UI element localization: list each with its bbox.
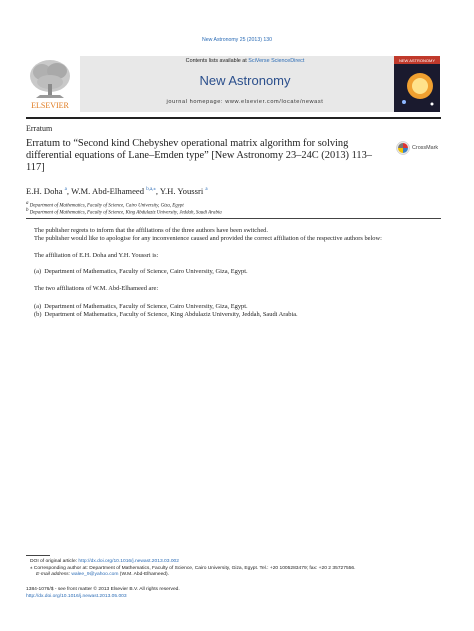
- author-name: W.M. Abd-Elhameed: [71, 186, 145, 196]
- issn-copyright-line: 1384-1076/$ - see front matter © 2013 Elsevier B.V. All rights reserved.: [26, 587, 180, 592]
- author-list: [26, 186, 208, 196]
- svg-text:NEW ASTRONOMY: NEW ASTRONOMY: [398, 58, 436, 63]
- homepage-url[interactable]: www.elsevier.com/locate/newast: [225, 99, 324, 105]
- affiliation-b: [26, 208, 222, 216]
- body-paragraph: The two affiliations of W.M. Abd-Elhameed are:: [34, 285, 159, 292]
- author-separator: ,: [155, 186, 160, 196]
- crossmark-badge[interactable]: [396, 141, 446, 157]
- affiliation-mark: a: [26, 201, 29, 206]
- elsevier-tree-logo: [26, 56, 74, 112]
- affiliation-text: Department of Mathematics, Faculty of Science, King Abdulaziz University, Jeddah, Saudi Arabia: [29, 210, 222, 216]
- affiliation-text: Department of Mathematics, Faculty of Science, Cairo University, Giza, Egypt: [29, 203, 184, 209]
- journal-reference[interactable]: New Astronomy 25 (2013) 130: [201, 37, 273, 43]
- email-link[interactable]: walee_9@yahoo.com: [71, 572, 119, 577]
- footnote-rule: [26, 555, 50, 556]
- affiliation-list-item: (a) Department of Mathematics, Faculty of Science, Cairo University, Giza, Egypt.: [34, 268, 248, 275]
- author-affiliation-mark[interactable]: b,a,⁎: [146, 187, 156, 193]
- homepage-line: [80, 99, 410, 105]
- crossmark-icon: [396, 141, 410, 155]
- body-paragraph: The affiliation of E.H. Doha and Y.H. Youssri is:: [34, 252, 159, 259]
- header-box: [80, 56, 410, 112]
- body-paragraph: The publisher would like to apologise for any inconvenience caused and provided the correct affiliation of the respective authors below:: [34, 235, 382, 242]
- email-footnote: [36, 572, 169, 578]
- contents-line: [80, 58, 410, 64]
- article-type: Erratum: [26, 124, 53, 133]
- email-label: E-mail address:: [36, 572, 72, 577]
- section-rule: [26, 218, 441, 219]
- article-doi-link[interactable]: [26, 594, 127, 600]
- author-separator: ,: [66, 186, 72, 196]
- svg-text:ELSEVIER: ELSEVIER: [31, 101, 69, 110]
- article-title: Erratum to “Second kind Chebyshev operational matrix algorithm for solving differential equations of Lane–Emden type” [New Astronomy 23–24C (2013) 113–117]: [26, 138, 372, 174]
- journal-masthead: [26, 56, 441, 113]
- sciencedirect-link[interactable]: SciVerse ScienceDirect: [248, 58, 305, 64]
- author-affiliation-mark[interactable]: a: [64, 187, 67, 193]
- author-affiliation-mark[interactable]: a: [205, 187, 208, 193]
- header-rule: [26, 117, 441, 119]
- crossmark-label: CrossMark: [412, 145, 439, 151]
- doi-prefix: DOI of original article:: [30, 559, 79, 564]
- article-doi-text[interactable]: http://dx.doi.org/10.1016/j.newast.2013.05.003: [26, 594, 127, 599]
- author-name: E.H. Doha: [26, 186, 63, 196]
- original-doi-footnote: [30, 559, 179, 565]
- homepage-prefix: journal homepage:: [166, 99, 226, 105]
- author-name: Y.H. Youssri: [159, 186, 204, 196]
- body-paragraph: The publisher regrets to inform that the affiliations of the three authors have been switched.: [34, 227, 268, 234]
- original-doi-link[interactable]: http://dx.doi.org/10.1016/j.newast.2013.03.002: [78, 559, 179, 564]
- journal-cover-image: [394, 56, 440, 112]
- affiliation-mark: b: [26, 208, 29, 213]
- email-suffix: (W.M. Abd-Elhameed).: [118, 572, 170, 577]
- journal-title: New Astronomy: [199, 73, 291, 88]
- affiliation-list-item: (b) Department of Mathematics, Faculty of Science, King Abdulaziz University, Jeddah, Saudi Arabia.: [34, 311, 298, 318]
- contents-prefix: Contents lists available at: [185, 58, 249, 64]
- corresponding-author-footnote: ⁎ Corresponding author at: Department of Mathematics, Faculty of Science, Cairo University, Giza, Egypt. Tel.: +20 1005283479; fax: +20 2 35727556.: [30, 566, 356, 571]
- affiliation-list-item: (a) Department of Mathematics, Faculty of Science, Cairo University, Giza, Egypt.: [34, 303, 248, 310]
